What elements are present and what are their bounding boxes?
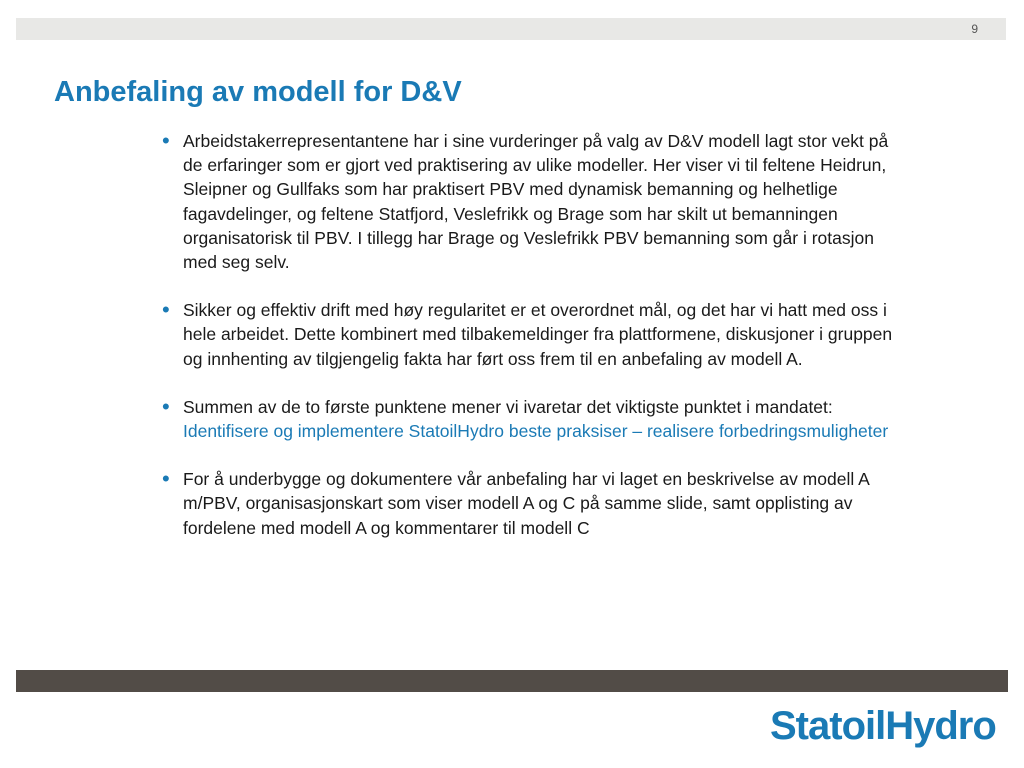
bullet-text: Sikker og effektiv drift med høy regularitet er et overordnet mål, og det har vi hatt med oss i hele arbeidet. Dette kombinert med tilbakemeldinger fra plattformene, diskusjoner i gruppen og innhenting av tilgjengelig fakta har ført oss frem til en anbefaling av modell A. (183, 300, 893, 369)
slide-title: Anbefaling av modell for D&V (54, 76, 462, 108)
bullet-item (162, 298, 902, 371)
bullet-dot-icon: • (162, 466, 170, 492)
top-bar (16, 18, 1006, 40)
bullet-item (162, 467, 902, 540)
mandate-highlight-text: Identifisere og implementere StatoilHydro beste praksiser – realisere forbedringsmuligheter (183, 421, 889, 442)
bullet-text: Arbeidstakerrepresentantene har i sine vurderinger på valg av D&V modell lagt stor vekt på de erfaringer som er gjort ved praktisering av ulike modeller. Her viser vi til feltene Heidrun, Sleipner og Gullfaks som har praktisert PBV med dynamisk bemanning og helhetlige fagavdelinger, og feltene Statfjord, Veslefrikk og Brage som har skilt ut bemanningen organisatorisk til PBV. I tillegg har Brage og Veslefrikk PBV bemanning som går i rotasjon med seg selv. (183, 131, 889, 273)
bullet-dot-icon: • (162, 128, 170, 153)
bullet-text: Summen av de to første punktene mener vi ivaretar det viktigste punktet i mandatet: (183, 396, 833, 417)
bottom-bar (16, 670, 1008, 692)
bullet-list (162, 129, 902, 564)
page-number: 9 (971, 22, 978, 36)
bullet-dot-icon: • (162, 297, 170, 323)
statoilhydro-logo: StatoilHydro (770, 704, 996, 748)
bullet-item (162, 395, 902, 443)
bullet-text: For å underbygge og dokumentere vår anbefaling har vi laget en beskrivelse av modell A m/PBV, organisasjonskart som viser modell A og C på samme slide, samt opplisting av fordelene med modell A og kommentarer til modell C (183, 469, 869, 538)
bullet-item (162, 129, 902, 274)
bullet-dot-icon: • (162, 393, 170, 419)
